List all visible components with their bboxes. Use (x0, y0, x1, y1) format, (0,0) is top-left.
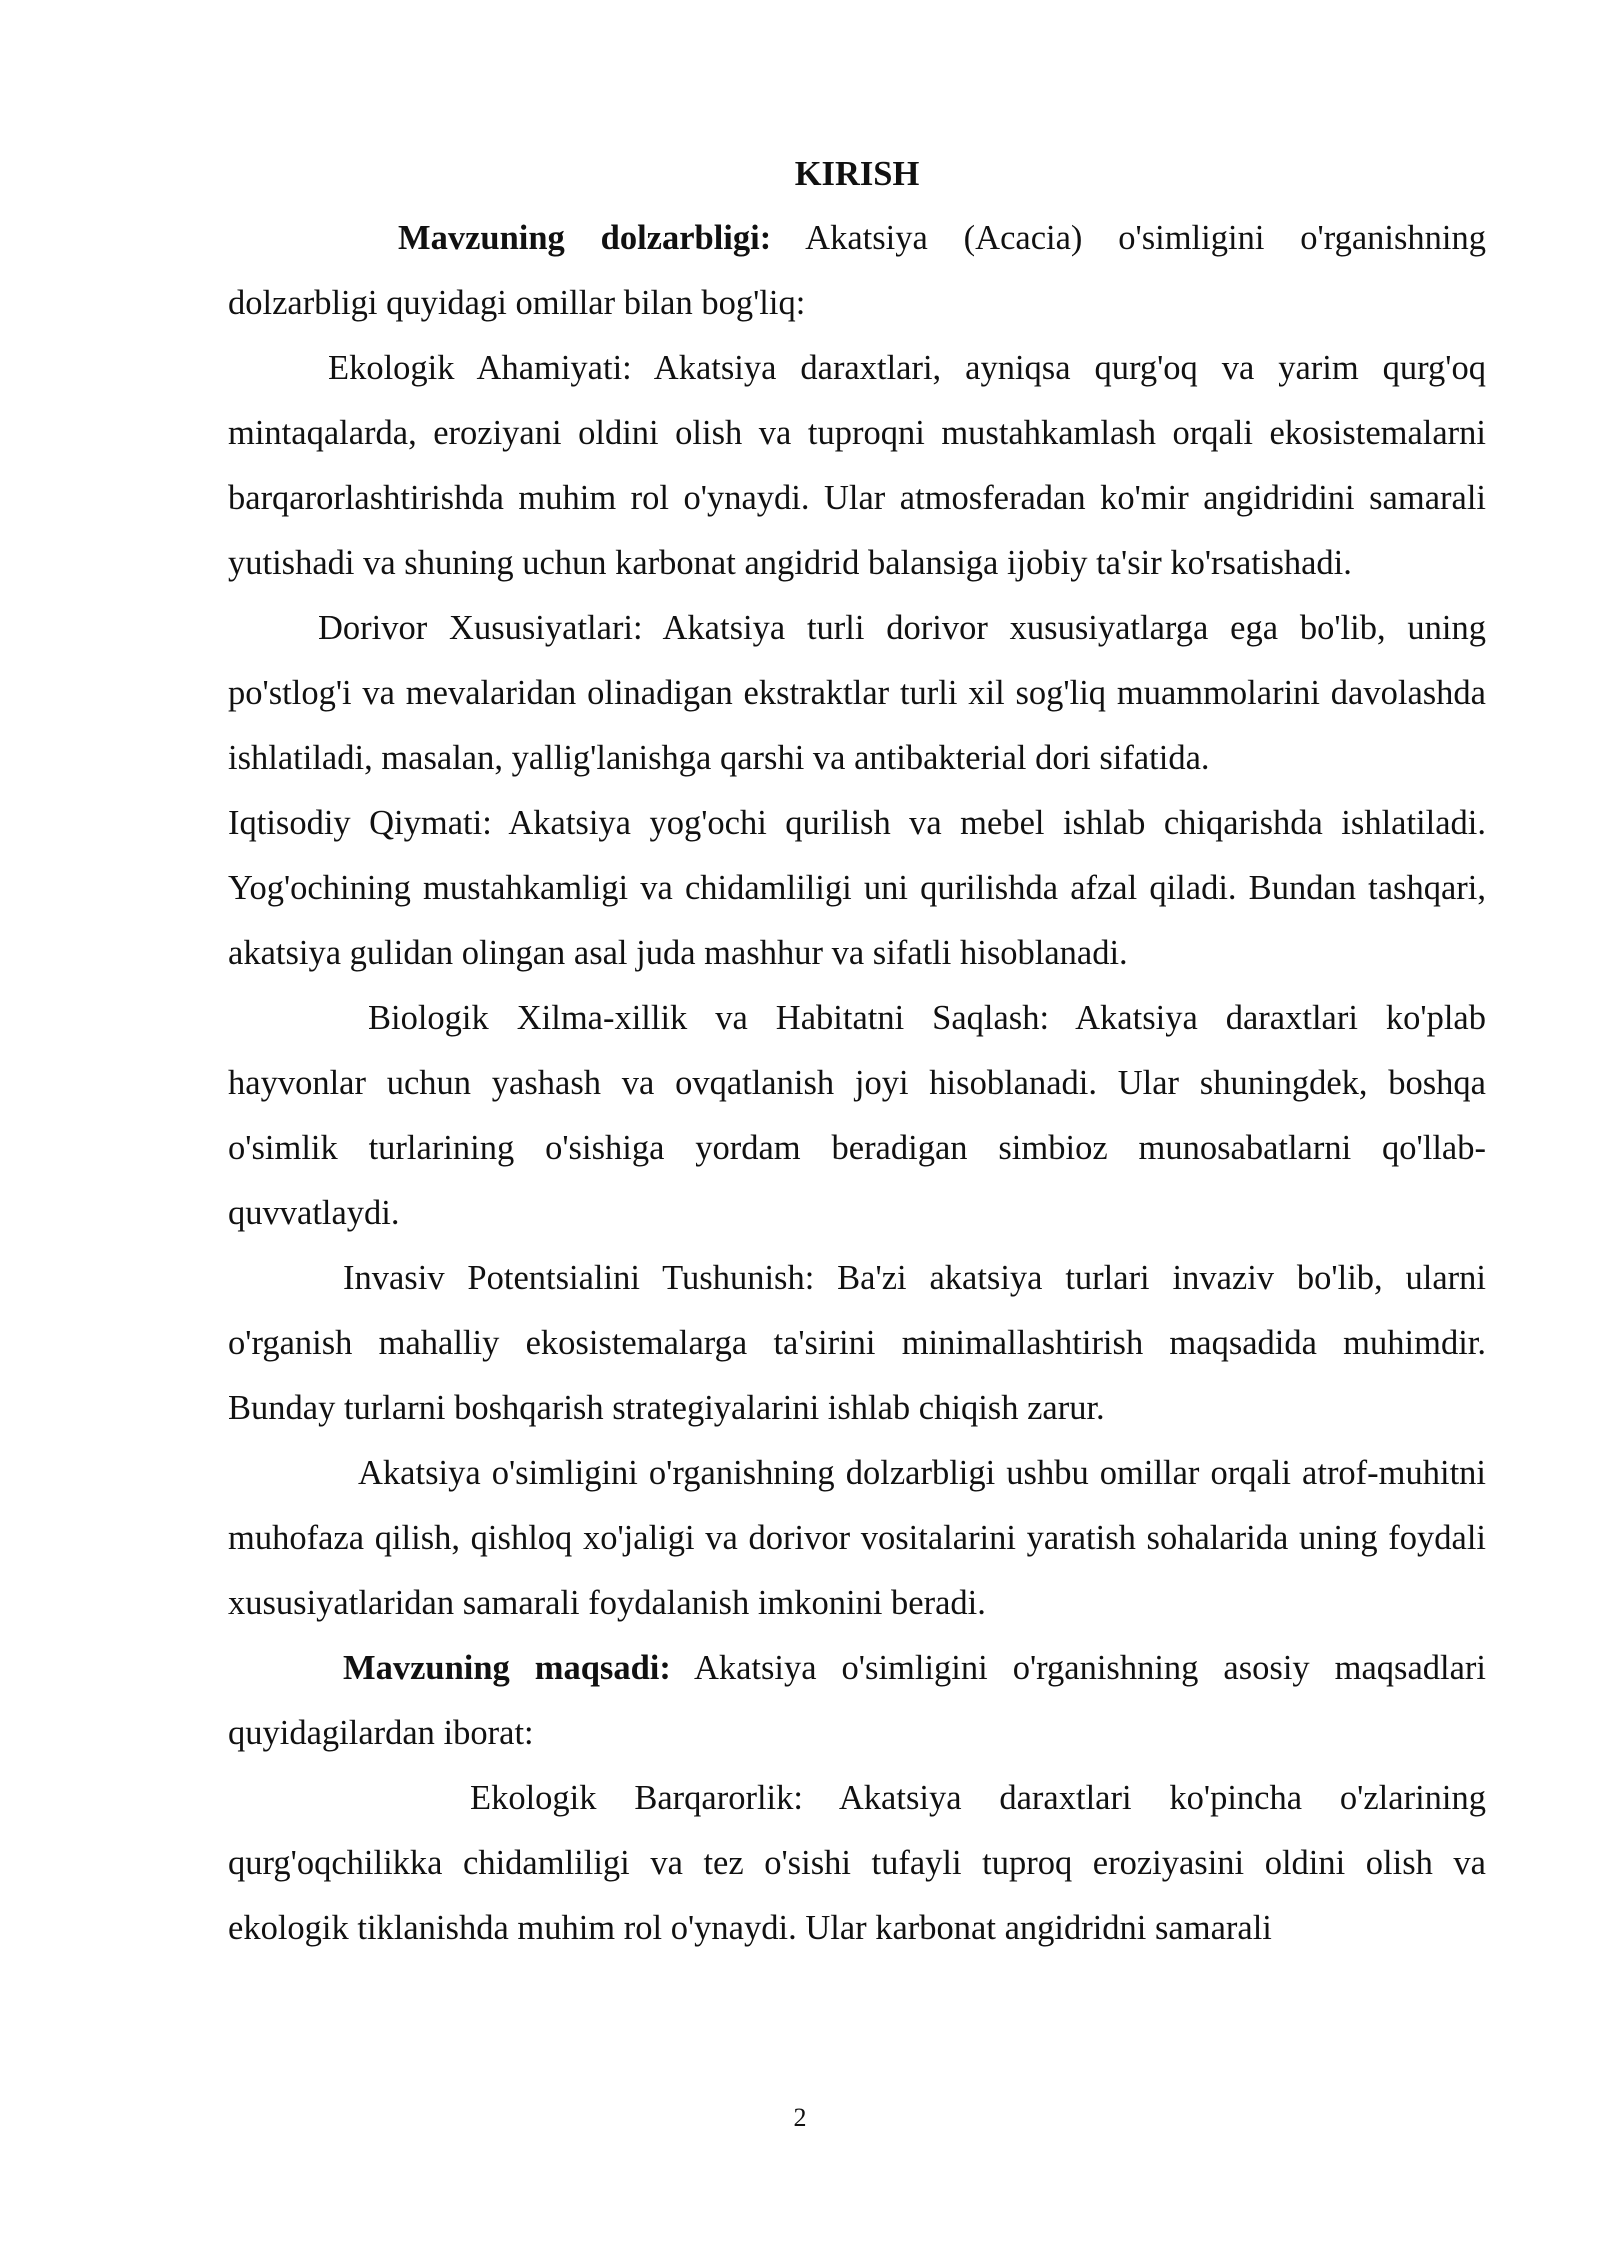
paragraph-text: Akatsiya (Acacia) o'simligini o'rganishning dolzarbligi quyidagi omillar bilan bog'liq: (228, 219, 1486, 322)
paragraph-ecological-sustainability (228, 1766, 1486, 1961)
paragraph-invasive-potential (228, 1246, 1486, 1441)
paragraph-biodiversity (228, 986, 1486, 1246)
paragraph-goal (228, 1636, 1486, 1766)
page-number: 2 (793, 2103, 807, 2132)
paragraph-text: Ekologik Ahamiyati: Akatsiya daraxtlari, ayniqsa qurg'oq va yarim qurg'oq mintaqalarda, eroziyani oldini olish va tuproqni mustahkamlash orqali ekosistemalarni barqarorlashtirishda muhim rol o'ynaydi. Ular atmosferadan ko'mir angidridini samarali yutishadi va shuning uchun karbonat angidrid balansiga ijobiy ta'sir ko'rsatishadi. (228, 349, 1486, 582)
paragraph-text: Biologik Xilma-xillik va Habitatni Saqlash: Akatsiya daraxtlari ko'plab hayvonlar uchun yashash va ovqatlanish joyi hisoblanadi. Ular shuningdek, boshqa o'simlik turlarining o'sishiga yordam beradigan simbioz munosabatlarni qo'llab-quvvatlaydi. (228, 999, 1486, 1232)
paragraph-text: Akatsiya o'simligini o'rganishning dolzarbligi ushbu omillar orqali atrof-muhitni muhofaza qilish, qishloq xo'jaligi va dorivor vositalarini yaratish sohalarida uning foydali xususiyatlaridan samarali foydalanish imkonini beradi. (228, 1454, 1486, 1622)
relevance-label: Mavzuning dolzarbligi: (398, 219, 772, 257)
paragraph-summary (228, 1441, 1486, 1636)
paragraph-text: Invasiv Potentsialini Tushunish: Ba'zi akatsiya turlari invaziv bo'lib, ularni o'rganish mahalliy ekosistemalarga ta'sirini minimallashtirish maqsadida muhimdir. Bunday turlarni boshqarish strategiyalarini ishlab chiqish zarur. (228, 1259, 1486, 1427)
paragraph-relevance (228, 206, 1486, 336)
paragraph-text: Dorivor Xususiyatlari: Akatsiya turli dorivor xususiyatlarga ega bo'lib, uning po'stlog'i va mevalaridan olinadigan ekstraktlar turli xil sog'liq muammolarini davolashda ishlatiladi, masalan, yallig'lanishga qarshi va antibakterial dori sifatida. (228, 609, 1486, 777)
paragraph-economic-value (228, 791, 1486, 986)
paragraph-text: Iqtisodiy Qiymati: Akatsiya yog'ochi qurilish va mebel ishlab chiqarishda ishlatiladi. Yog'ochining mustahkamligi va chidamliligi uni qurilishda afzal qiladi. Bundan tashqari, akatsiya gulidan olingan asal juda mashhur va sifatli hisoblanadi. (228, 804, 1486, 972)
page-heading: KIRISH (794, 155, 920, 193)
page-content (228, 142, 1486, 1961)
goal-label: Mavzuning maqsadi: (343, 1649, 671, 1687)
paragraph-ecological-importance (228, 336, 1486, 596)
paragraph-text: Akatsiya o'simligini o'rganishning asosiy maqsadlari quyidagilardan iborat: (228, 1649, 1486, 1752)
paragraph-text: Ekologik Barqarorlik: Akatsiya daraxtlari ko'pincha o'zlarining qurg'oqchilikka chidamliligi va tez o'sishi tufayli tuproq eroziyasini oldini olish va ekologik tiklanishda muhim rol o'ynaydi. Ular karbonat angidridni samarali (228, 1779, 1486, 1947)
paragraph-medicinal-properties (228, 596, 1486, 791)
